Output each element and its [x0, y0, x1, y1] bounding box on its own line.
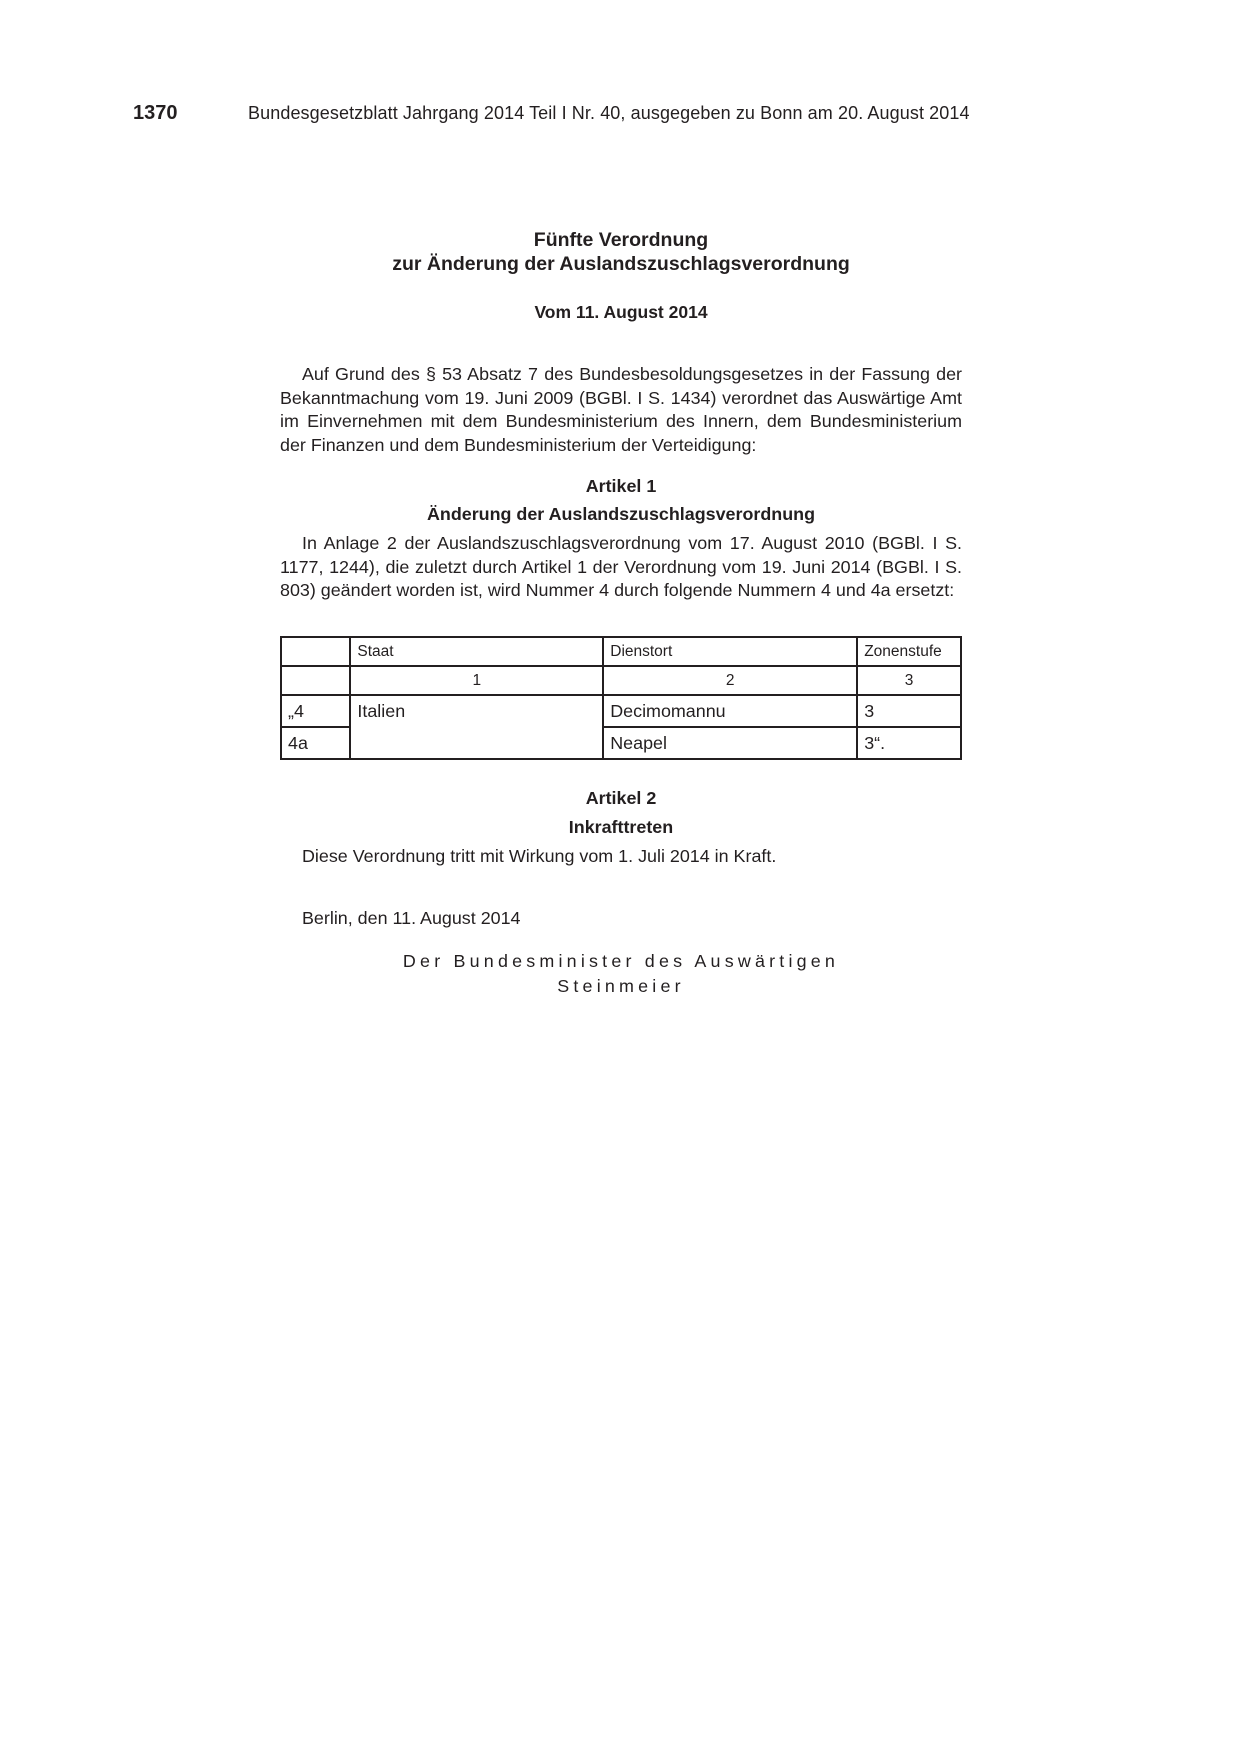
table-header-cell: Dienstort	[603, 637, 857, 666]
article2-heading: Inkrafttreten	[568, 817, 674, 837]
article1-text: In Anlage 2 der Auslandszuschlagsverordnung vom 17. August 2010 (BGBl. I S. 1177, 1244), die zuletzt durch Artikel 1 der Verordnung vom 19. Juni 2014 (BGBl. I S. 803) geändert worden ist, wird Nummer 4 durch folgende Nummern 4 und 4a ersetzt:	[280, 533, 962, 600]
zonenstufe-cell: 3“.	[857, 727, 961, 759]
dienstort-cell: Neapel	[603, 727, 857, 759]
column-number-cell	[281, 666, 350, 695]
column-number-cell: 3	[857, 666, 961, 695]
place-and-date: Berlin, den 11. August 2014	[302, 908, 521, 928]
table-row	[281, 695, 961, 727]
article1-heading: Änderung der Auslandszuschlagsverordnung	[426, 504, 815, 524]
annex-table	[280, 636, 962, 760]
table-header-cell: Zonenstufe	[857, 637, 961, 666]
column-number-cell: 2	[603, 666, 857, 695]
table-header-row	[281, 637, 961, 666]
column-number-cell: 1	[350, 666, 603, 695]
table-header-cell: Staat	[350, 637, 603, 666]
page-header	[0, 100, 1241, 126]
publication-line: Bundesgesetzblatt Jahrgang 2014 Teil I Nr. 40, ausgegeben zu Bonn am 20. August 2014	[248, 103, 970, 123]
zonenstufe-cell: 3	[857, 695, 961, 727]
document-title-line2: zur Änderung der Auslandszuschlagsverordnung	[392, 253, 850, 275]
article1-number: Artikel 1	[585, 476, 657, 496]
document-title-line1: Fünfte Verordnung	[533, 229, 709, 251]
article2-text: Diese Verordnung tritt mit Wirkung vom 1. Juli 2014 in Kraft.	[302, 846, 777, 866]
page-number: 1370	[133, 102, 178, 124]
signatory-name: Steinmeier	[557, 976, 685, 996]
row-number-cell: 4a	[281, 727, 350, 759]
table-header-cell	[281, 637, 350, 666]
table-column-number-row	[281, 666, 961, 695]
document-body	[280, 228, 962, 996]
document-date: Vom 11. August 2014	[534, 302, 708, 322]
row-number-cell: „4	[281, 695, 350, 727]
dienstort-cell: Decimomannu	[603, 695, 857, 727]
article2-number: Artikel 2	[585, 788, 657, 808]
signatory-title: Der Bundesminister des Auswärtigen	[402, 951, 840, 971]
staat-cell: Italien	[350, 695, 603, 759]
intro-paragraph: Auf Grund des § 53 Absatz 7 des Bundesbesoldungsgesetzes in der Fassung der Bekanntmachung vom 19. Juni 2009 (BGBl. I S. 1434) verordnet das Auswärtige Amt im Einvernehmen mit dem Bundesministerium des Innern, dem Bundesministerium der Finanzen und dem Bundesministerium der Verteidigung:	[280, 364, 962, 455]
